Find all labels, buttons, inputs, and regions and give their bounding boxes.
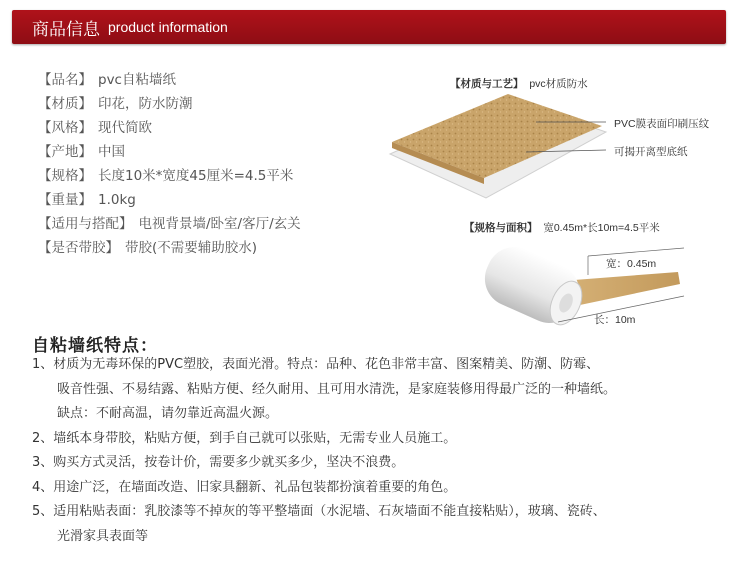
material-title: 【材质与工艺】 pvc材质防水 bbox=[450, 78, 588, 90]
header-title-en: product information bbox=[108, 19, 228, 35]
spec-row-name bbox=[38, 68, 301, 92]
feature-line: 3、购买方式灵活，按卷计价，需要多少就买多少，坚决不浪费。 bbox=[32, 455, 405, 470]
spec-label: 【品名】 bbox=[38, 72, 92, 88]
spec-value: 电视背景墙/卧室/客厅/玄关 bbox=[138, 216, 301, 232]
spec-label: 【重量】 bbox=[38, 192, 92, 208]
callout-surface-print: PVC膜表面印刷压纹 bbox=[614, 118, 710, 130]
material-subtitle: pvc材质防水 bbox=[529, 78, 588, 90]
size-formula: 宽0.45m*长10m=4.5平米 bbox=[543, 222, 660, 234]
spec-label: 【产地】 bbox=[38, 144, 92, 160]
spec-label: 【材质】 bbox=[38, 96, 92, 112]
spec-value: 长度10米*宽度45厘米=4.5平米 bbox=[98, 168, 294, 184]
callout-release-paper: 可揭开离型底纸 bbox=[614, 146, 688, 158]
spec-list bbox=[38, 68, 301, 260]
spec-row-material bbox=[38, 92, 301, 116]
section-header bbox=[12, 10, 726, 44]
product-illustration-panel bbox=[388, 60, 733, 340]
feature-line: 4、用途广泛，在墙面改造、旧家具翻新、礼品包装都扮演着重要的角色。 bbox=[32, 479, 457, 495]
spec-row-adhesive bbox=[38, 236, 301, 260]
spec-value: 1.0kg bbox=[98, 192, 136, 208]
spec-label: 【风格】 bbox=[38, 120, 92, 136]
width-dimension-label: 宽：0.45m bbox=[606, 258, 657, 270]
material-layers-illustration bbox=[388, 60, 733, 340]
spec-label: 【是否带胶】 bbox=[38, 240, 119, 256]
spec-value: 印花，防水防潮 bbox=[98, 96, 193, 112]
spec-value: 现代简欧 bbox=[98, 120, 152, 136]
length-dimension-label: 长：10m bbox=[594, 314, 636, 326]
feature-line: 光滑家具表面等 bbox=[57, 528, 149, 544]
spec-label: 【适用与搭配】 bbox=[38, 216, 133, 232]
spec-row-weight bbox=[38, 188, 301, 212]
spec-label: 【规格】 bbox=[38, 168, 92, 184]
spec-row-usage bbox=[38, 212, 301, 236]
spec-row-style bbox=[38, 116, 301, 140]
header-title-cn: 商品信息 bbox=[32, 19, 100, 40]
feature-line: 5、适用粘贴表面：乳胶漆等不掉灰的等平整墙面（水泥墙、石灰墙面不能直接粘贴），玻璃、瓷砖、 bbox=[32, 504, 606, 519]
spec-row-origin bbox=[38, 140, 301, 164]
features-title: 自粘墙纸特点： bbox=[32, 336, 158, 356]
spec-value: pvc自粘墙纸 bbox=[98, 72, 176, 88]
spec-row-size bbox=[38, 164, 301, 188]
spec-value: 带胶(不需要辅助胶水) bbox=[125, 240, 258, 256]
features-list bbox=[32, 353, 732, 549]
feature-line: 1、材质为无毒环保的PVC塑胶，表面光滑。特点：品种、花色非常丰富、图案精美、防潮、防霉、 bbox=[32, 357, 600, 372]
feature-line: 缺点：不耐高温，请勿靠近高温火源。 bbox=[57, 406, 279, 421]
feature-line: 吸音性强、不易结露、粘贴方便、经久耐用、且可用水清洗，是家庭装修用得最广泛的一种墙纸。 bbox=[57, 381, 617, 397]
size-title: 【规格与面积】 宽0.45m*长10m=4.5平米 bbox=[464, 222, 660, 234]
spec-value: 中国 bbox=[98, 144, 125, 160]
feature-line: 2、墙纸本身带胶，粘贴方便，到手自己就可以张贴，无需专业人员施工。 bbox=[32, 430, 457, 446]
